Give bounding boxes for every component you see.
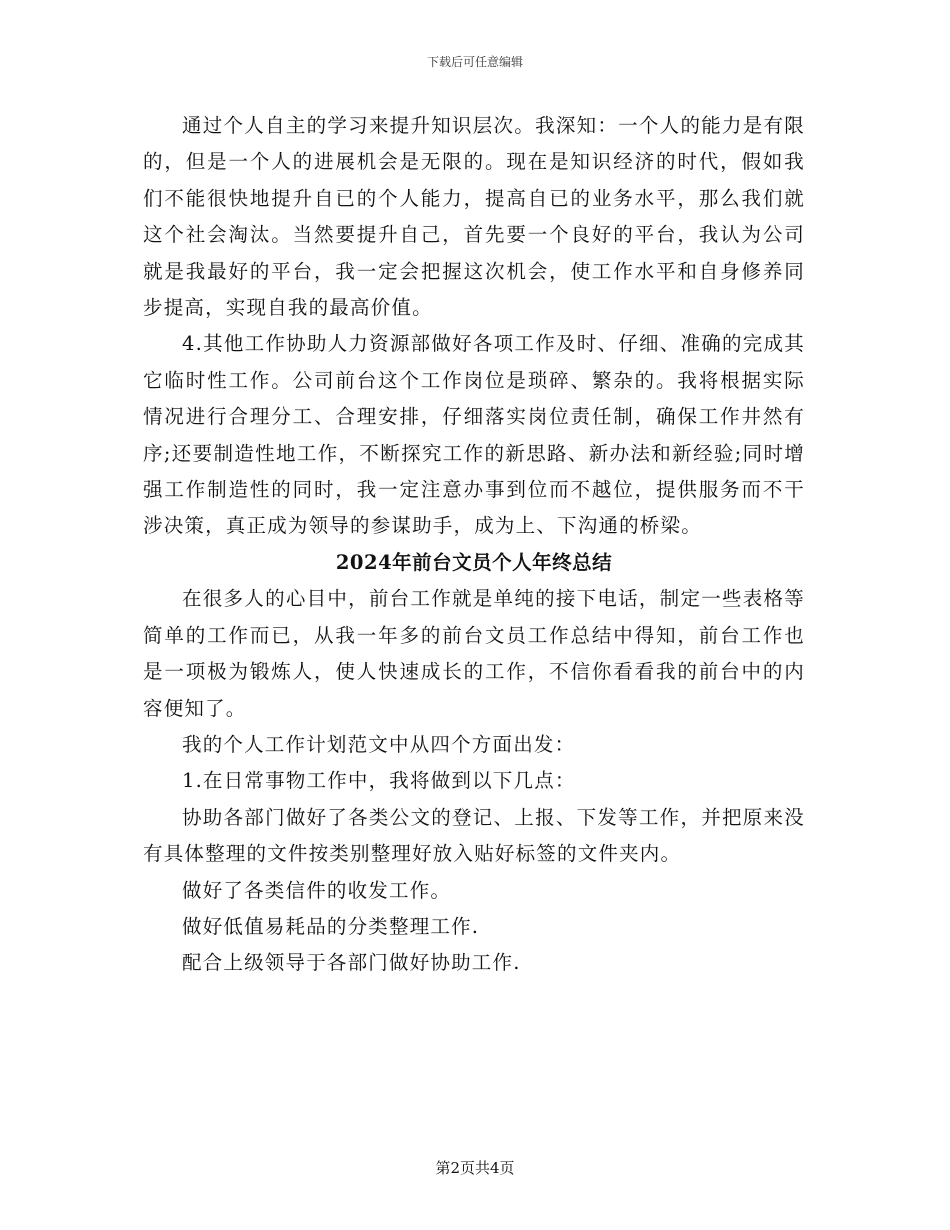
paragraph-assist: 配合上级领导于各部门做好协助工作.	[182, 951, 521, 975]
page-number-footer: 第2页共4页	[435, 1159, 515, 1177]
paragraph-consumables: 做好低值易耗品的分类整理工作.	[182, 914, 480, 938]
document-body	[143, 108, 805, 982]
paragraph-other-work: 4.其他工作协助人力资源部做好各项工作及时、仔细、准确的完成其它临时性工作。公司前台这个工作岗位是琐碎、繁杂的。我将根据实际情况进行合理分工、合理安排，仔细落实岗位责任制，确保工作井然有序;还要制造性地工作，不断探究工作的新思路、新办法和新经验;同时增强工作制造性的同时，我一定注意办事到位而不越位，提供服务而不干涉决策，真正成为领导的参谋助手，成为上、下沟通的桥梁。	[143, 332, 805, 538]
paragraph-self-study: 通过个人自主的学习来提升知识层次。我深知：一个人的能力是有限的，但是一个人的进展机会是无限的。现在是知识经济的时代，假如我们不能很快地提升自已的个人能力，提高自已的业务水平，那么我们就这个社会淘汰。当然要提升自己，首先要一个良好的平台，我认为公司就是我最好的平台，我一定会把握这次机会，使工作水平和自身修养同步提高，实现自我的最高价值。	[143, 114, 805, 320]
paragraph-intro: 在很多人的心目中，前台工作就是单纯的接下电话，制定一些表格等简单的工作而已，从我一年多的前台文员工作总结中得知，前台工作也是一项极为锻炼人，使人快速成长的工作，不信你看看我的前台中的内容便知了。	[143, 587, 805, 720]
paragraph-point-1: 1.在日常事物工作中，我将做到以下几点：	[182, 769, 576, 793]
page-header: 下载后可任意编辑	[426, 55, 523, 69]
paragraph-mail: 做好了各类信件的收发工作。	[182, 878, 452, 902]
section-title: 2024年前台文员个人年终总结	[335, 550, 613, 574]
paragraph-plan: 我的个人工作计划范文中从四个方面出发：	[182, 732, 576, 756]
paragraph-documents: 协助各部门做好了各类公文的登记、上报、下发等工作，并把原来没有具体整理的文件按类别整理好放入贴好标签的文件夹内。	[143, 805, 805, 866]
